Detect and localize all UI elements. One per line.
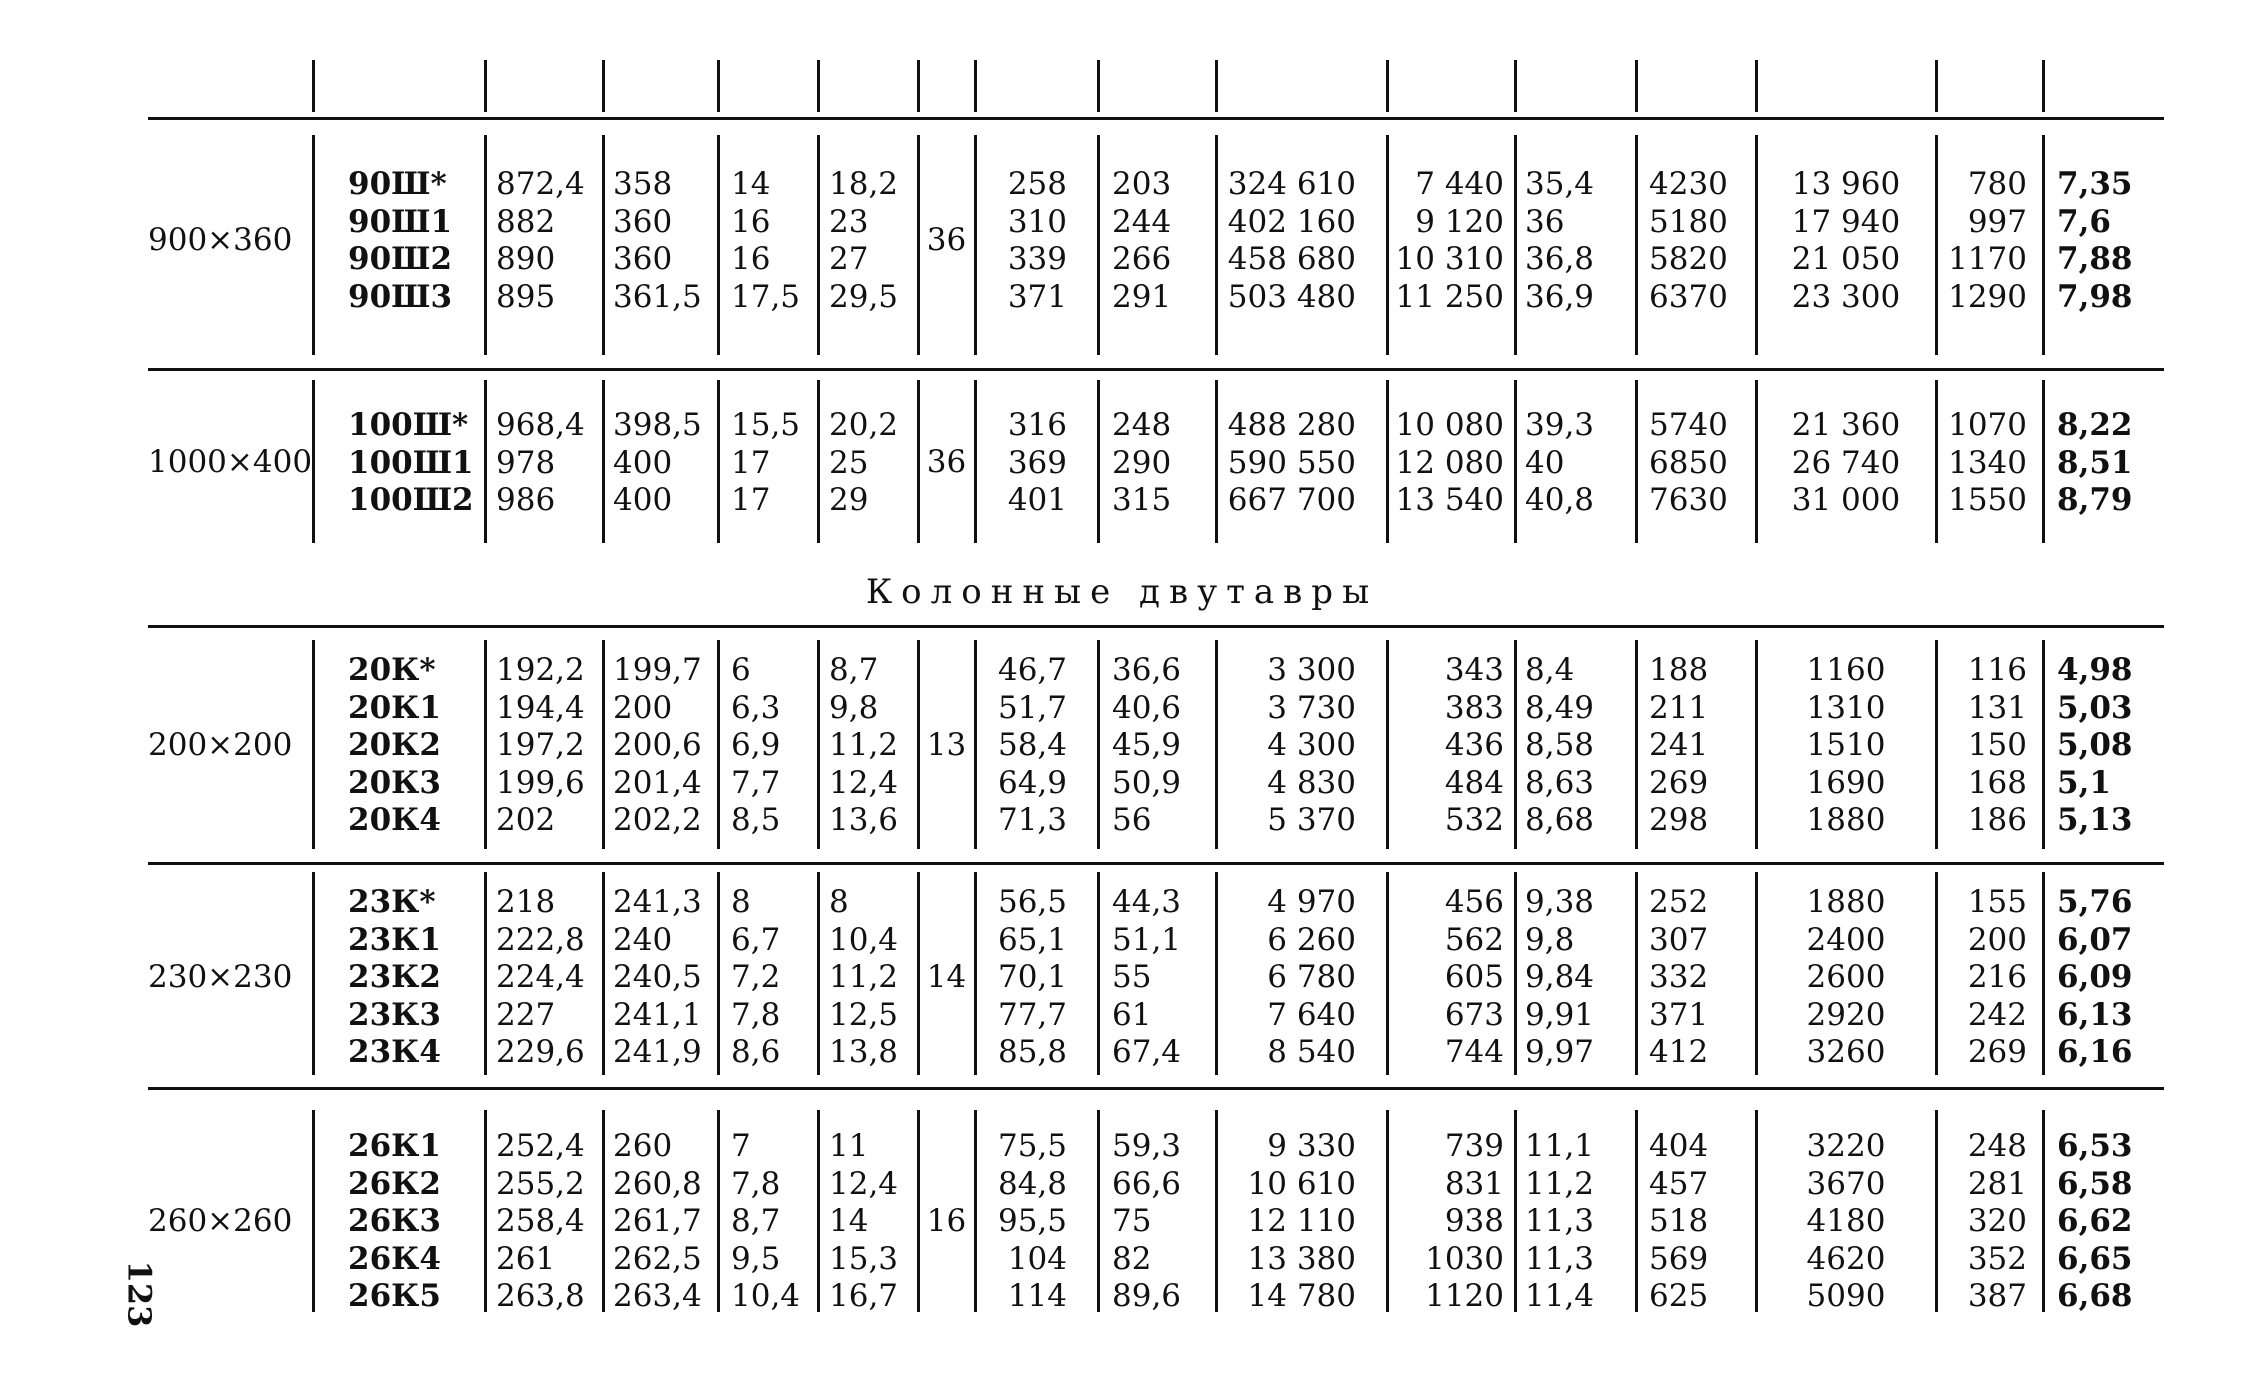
column-c13-values: 116 131 150 168 186	[1967, 652, 2027, 839]
column-divider	[1514, 640, 1517, 849]
column-c4-values: 8,7 9,8 11,2 12,4 13,6	[829, 652, 899, 839]
column-divider	[1635, 1110, 1638, 1312]
column-c9-values: 739 831 938 1030 1120	[1425, 1128, 1504, 1315]
column-c11-values: 5740 6850 7630	[1649, 407, 1728, 519]
column-c1-values: 218 222,8 224,4 227 229,6	[496, 884, 585, 1071]
column-divider	[312, 135, 315, 355]
column-divider	[1215, 380, 1218, 543]
column-c13-values: 1070 1340 1550	[1948, 407, 2027, 519]
column-divider	[1514, 380, 1517, 543]
column-divider	[1215, 1110, 1218, 1312]
column-divider	[484, 872, 487, 1075]
column-c2-values: 358 360 360 361,5	[613, 166, 702, 315]
column-c1-values: 192,2 194,4 197,2 199,6 202	[496, 652, 585, 839]
column-divider	[1386, 640, 1389, 849]
column-divider	[717, 135, 720, 355]
column-c14-values: 7,35 7,6 7,88 7,98	[2057, 166, 2133, 315]
column-divider	[1097, 135, 1100, 355]
column-c2-values: 398,5 400 400	[613, 407, 702, 519]
column-divider	[484, 135, 487, 355]
column-divider	[484, 380, 487, 543]
column-c6-values: 56,5 65,1 70,1 77,7 85,8	[997, 884, 1067, 1071]
column-c1-values: 252,4 255,2 258,4 261 263,8	[496, 1128, 585, 1315]
column-profiles-values: 23К* 23К1 23К2 23К3 23К4	[348, 884, 441, 1071]
column-divider	[817, 1110, 820, 1312]
column-c3-values: 14 16 16 17,5	[731, 166, 801, 315]
column-divider	[1635, 872, 1638, 1075]
column-c5-value: 13	[926, 727, 967, 763]
column-divider	[974, 135, 977, 355]
column-c9-values: 10 080 12 080 13 540	[1395, 407, 1504, 519]
column-divider	[484, 1110, 487, 1312]
column-c3-values: 8 6,7 7,2 7,8 8,6	[731, 884, 781, 1071]
column-c11-values: 252 307 332 371 412	[1649, 884, 1709, 1071]
column-c9-values: 7 440 9 120 10 310 11 250	[1395, 166, 1504, 315]
column-divider	[2042, 135, 2045, 355]
column-c6-values: 258 310 339 371	[1007, 166, 1067, 315]
header-tick	[1935, 60, 1938, 112]
column-c4-values: 8 10,4 11,2 12,5 13,8	[829, 884, 899, 1071]
section-size-label: 900×360	[148, 222, 293, 259]
column-divider	[2042, 1110, 2045, 1312]
column-divider	[974, 640, 977, 849]
column-divider	[1215, 640, 1218, 849]
column-divider	[717, 380, 720, 543]
header-tick	[1514, 60, 1517, 112]
column-divider	[1097, 872, 1100, 1075]
column-c7-values: 203 244 266 291	[1112, 166, 1172, 315]
column-divider	[1097, 380, 1100, 543]
table-rule	[148, 1087, 2164, 1090]
column-c5-value: 14	[926, 959, 967, 995]
column-divider	[817, 380, 820, 543]
header-tick	[1097, 60, 1100, 112]
column-c3-values: 6 6,3 6,9 7,7 8,5	[731, 652, 781, 839]
column-c2-values: 241,3 240 240,5 241,1 241,9	[613, 884, 702, 1071]
column-c11-values: 404 457 518 569 625	[1649, 1128, 1709, 1315]
column-divider	[602, 135, 605, 355]
column-c1-values: 872,4 882 890 895	[496, 166, 585, 315]
header-tick	[717, 60, 720, 112]
column-c7-values: 44,3 51,1 55 61 67,4	[1112, 884, 1182, 1071]
column-divider	[312, 872, 315, 1075]
column-divider	[2042, 640, 2045, 849]
column-c10-values: 9,38 9,8 9,84 9,91 9,97	[1525, 884, 1595, 1071]
column-divider	[974, 1110, 977, 1312]
column-c14-values: 4,98 5,03 5,08 5,1 5,13	[2057, 652, 2133, 839]
column-c8-values: 324 610 402 160 458 680 503 480	[1227, 166, 1356, 315]
column-c3-values: 15,5 17 17	[731, 407, 801, 519]
header-tick	[917, 60, 920, 112]
section-size-label: 1000×400	[148, 444, 313, 481]
column-c7-values: 248 290 315	[1112, 407, 1172, 519]
header-tick	[484, 60, 487, 112]
section-title: Колонные двутавры	[865, 572, 1379, 612]
column-c12-values: 1880 2400 2600 2920 3260	[1806, 884, 1886, 1071]
column-c9-values: 456 562 605 673 744	[1444, 884, 1504, 1071]
column-divider	[2042, 872, 2045, 1075]
column-divider	[312, 1110, 315, 1312]
column-profiles-values: 90Ш* 90Ш1 90Ш2 90Ш3	[348, 166, 453, 315]
column-c10-values: 39,3 40 40,8	[1525, 407, 1595, 519]
header-tick	[1386, 60, 1389, 112]
column-divider	[1514, 872, 1517, 1075]
page-number: 123	[120, 1260, 159, 1328]
column-divider	[484, 640, 487, 849]
column-c10-values: 8,4 8,49 8,58 8,63 8,68	[1525, 652, 1595, 839]
column-c2-values: 260 260,8 261,7 262,5 263,4	[613, 1128, 702, 1315]
column-c3-values: 7 7,8 8,7 9,5 10,4	[731, 1128, 801, 1315]
column-c10-values: 11,1 11,2 11,3 11,3 11,4	[1525, 1128, 1595, 1315]
column-c13-values: 155 200 216 242 269	[1967, 884, 2027, 1071]
column-c13-values: 780 997 1170 1290	[1948, 166, 2027, 315]
column-divider	[1097, 1110, 1100, 1312]
column-c7-values: 36,6 40,6 45,9 50,9 56	[1112, 652, 1182, 839]
header-tick	[817, 60, 820, 112]
column-c8-values: 3 300 3 730 4 300 4 830 5 370	[1267, 652, 1356, 839]
header-tick	[2042, 60, 2045, 112]
column-c5-value: 16	[926, 1203, 967, 1239]
header-tick	[312, 60, 315, 112]
column-c9-values: 343 383 436 484 532	[1444, 652, 1504, 839]
table-rule	[148, 368, 2164, 371]
table-rule	[148, 117, 2164, 120]
column-divider	[717, 872, 720, 1075]
header-tick	[602, 60, 605, 112]
header-tick	[1755, 60, 1758, 112]
column-divider	[1386, 380, 1389, 543]
column-divider	[312, 640, 315, 849]
column-c14-values: 8,22 8,51 8,79	[2057, 407, 2133, 519]
column-divider	[1215, 872, 1218, 1075]
column-c4-values: 20,2 25 29	[829, 407, 899, 519]
column-c12-values: 1160 1310 1510 1690 1880	[1806, 652, 1886, 839]
column-c1-values: 968,4 978 986	[496, 407, 585, 519]
header-tick	[974, 60, 977, 112]
column-divider	[817, 640, 820, 849]
table-rule	[148, 625, 2164, 628]
column-c11-values: 4230 5180 5820 6370	[1649, 166, 1728, 315]
column-divider	[1635, 380, 1638, 543]
column-c8-values: 4 970 6 260 6 780 7 640 8 540	[1267, 884, 1356, 1071]
column-divider	[817, 872, 820, 1075]
section-size-label: 200×200	[148, 727, 293, 763]
column-divider	[1386, 135, 1389, 355]
column-divider	[1514, 135, 1517, 355]
column-c10-values: 35,4 36 36,8 36,9	[1525, 166, 1595, 315]
column-c6-values: 46,7 51,7 58,4 64,9 71,3	[997, 652, 1067, 839]
column-divider	[1514, 1110, 1517, 1312]
column-divider	[974, 872, 977, 1075]
header-tick	[1635, 60, 1638, 112]
column-divider	[312, 380, 315, 543]
column-c14-values: 6,53 6,58 6,62 6,65 6,68	[2057, 1128, 2133, 1315]
column-divider	[1635, 135, 1638, 355]
column-c13-values: 248 281 320 352 387	[1967, 1128, 2027, 1315]
column-profiles-values: 100Ш* 100Ш1 100Ш2	[348, 407, 474, 519]
column-divider	[1386, 872, 1389, 1075]
column-profiles-values: 26К1 26К2 26К3 26К4 26К5	[348, 1128, 441, 1315]
column-c5-value: 36	[926, 444, 967, 481]
column-c2-values: 199,7 200 200,6 201,4 202,2	[613, 652, 702, 839]
column-divider	[1215, 135, 1218, 355]
table-rule	[148, 862, 2164, 865]
column-divider	[2042, 380, 2045, 543]
column-c4-values: 18,2 23 27 29,5	[829, 166, 899, 315]
column-divider	[717, 640, 720, 849]
column-c12-values: 21 360 26 740 31 000	[1791, 407, 1901, 519]
column-divider	[602, 1110, 605, 1312]
column-c12-values: 13 960 17 940 21 050 23 300	[1791, 166, 1901, 315]
column-divider	[602, 380, 605, 543]
column-divider	[974, 380, 977, 543]
column-divider	[1386, 1110, 1389, 1312]
column-divider	[717, 1110, 720, 1312]
column-divider	[602, 640, 605, 849]
column-c6-values: 75,5 84,8 95,5 104 114	[997, 1128, 1067, 1315]
column-c6-values: 316 369 401	[1007, 407, 1067, 519]
column-c8-values: 9 330 10 610 12 110 13 380 14 780	[1247, 1128, 1356, 1315]
column-c14-values: 5,76 6,07 6,09 6,13 6,16	[2057, 884, 2133, 1071]
header-tick	[1215, 60, 1218, 112]
column-divider	[817, 135, 820, 355]
column-c5-value: 36	[926, 222, 967, 259]
column-c7-values: 59,3 66,6 75 82 89,6	[1112, 1128, 1182, 1315]
column-profiles-values: 20К* 20К1 20К2 20К3 20К4	[348, 652, 441, 839]
column-c12-values: 3220 3670 4180 4620 5090	[1806, 1128, 1886, 1315]
column-c11-values: 188 211 241 269 298	[1649, 652, 1709, 839]
section-size-label: 230×230	[148, 959, 293, 995]
column-divider	[1635, 640, 1638, 849]
column-divider	[602, 872, 605, 1075]
column-c8-values: 488 280 590 550 667 700	[1227, 407, 1356, 519]
column-c4-values: 11 12,4 14 15,3 16,7	[829, 1128, 899, 1315]
column-divider	[1097, 640, 1100, 849]
section-size-label: 260×260	[148, 1203, 293, 1239]
